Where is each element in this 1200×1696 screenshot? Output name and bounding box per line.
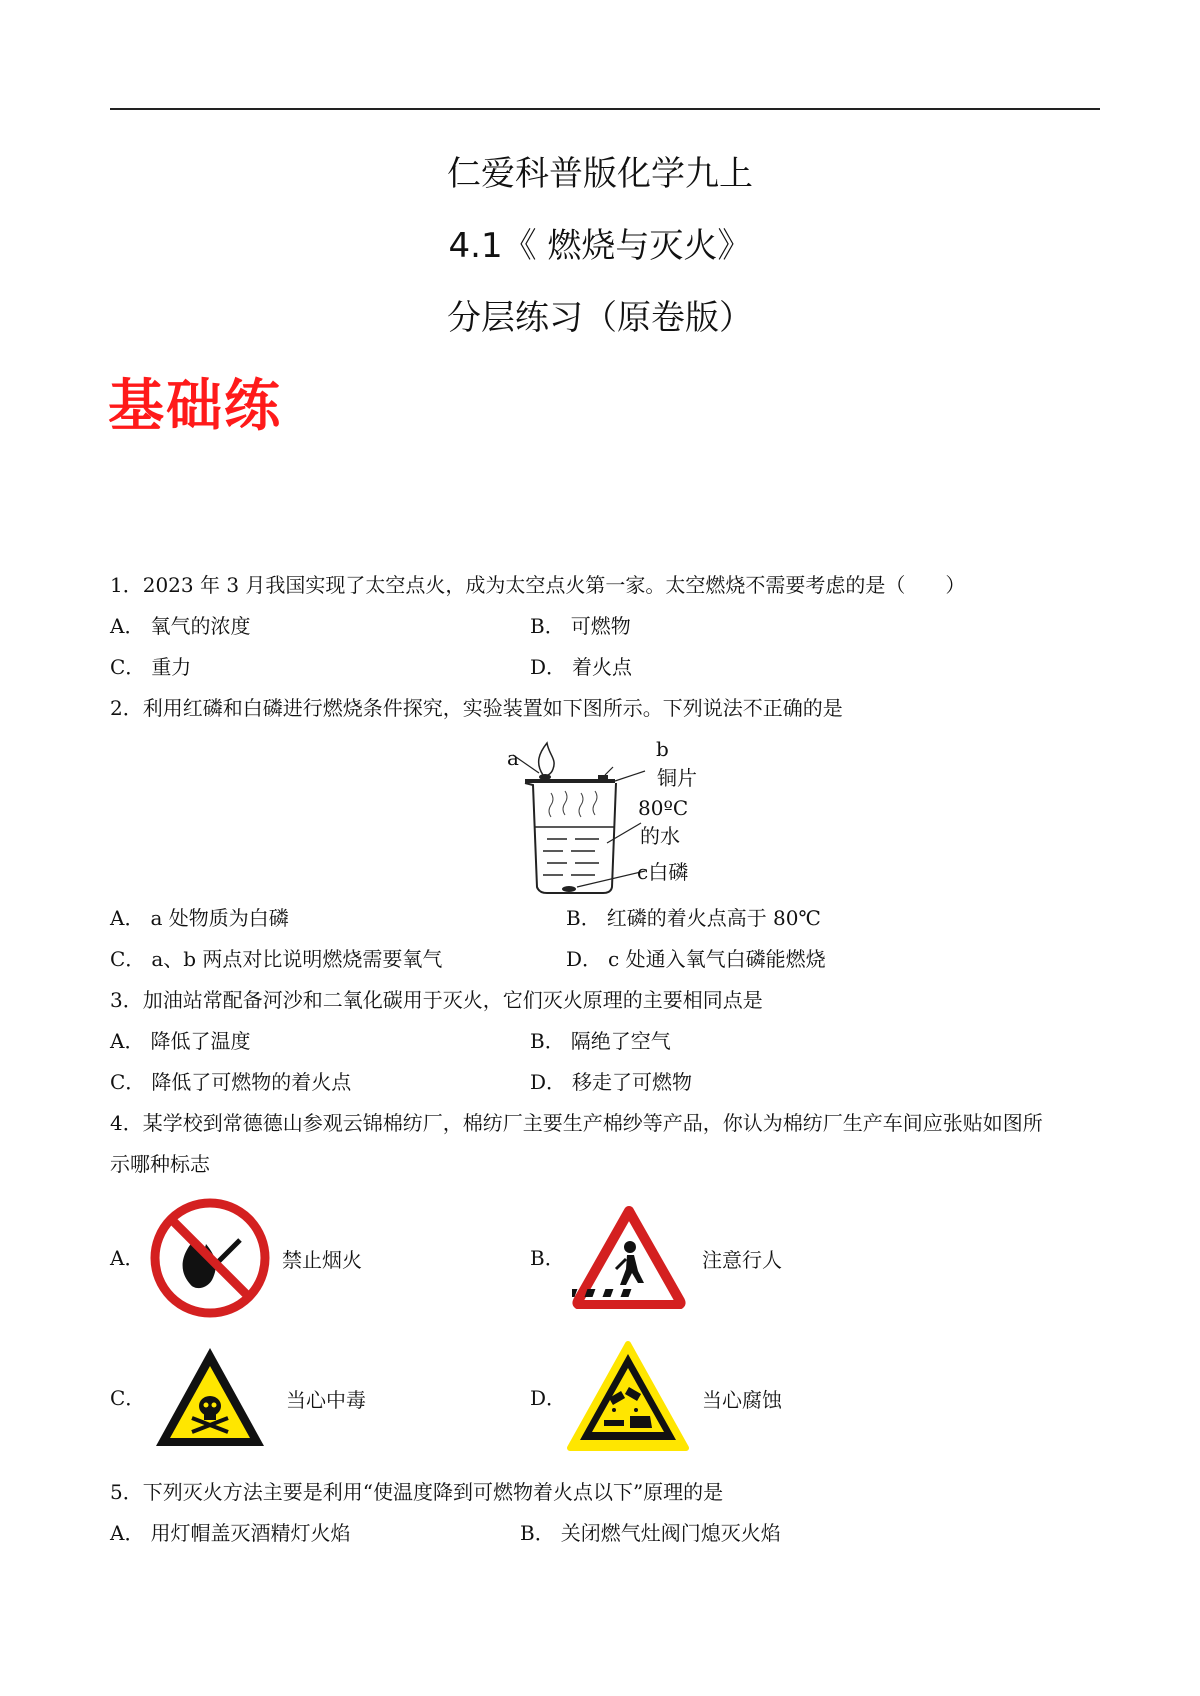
poison-warning-sign-icon xyxy=(152,1344,268,1450)
water-lines xyxy=(543,839,599,875)
combustion-experiment-diagram xyxy=(495,735,725,895)
top-rule xyxy=(110,108,1100,110)
q4-option-a[interactable]: A． xyxy=(110,1246,145,1270)
q5-option-b[interactable]: B． 关闭燃气灶阀门熄灭火焰 xyxy=(520,1521,781,1545)
white-phosphorus-c xyxy=(562,886,576,892)
q4-option-c[interactable]: C． xyxy=(110,1386,146,1410)
q5-option-a[interactable]: A． 用灯帽盖灭酒精灯火焰 xyxy=(110,1521,351,1545)
q2-option-d[interactable]: D． c 处通入氧气白磷能燃烧 xyxy=(566,947,826,971)
q4-option-d-label: 当心腐蚀 xyxy=(702,1388,782,1412)
q3-option-d[interactable]: D． 移走了可燃物 xyxy=(530,1070,693,1094)
q4-option-c-label: 当心中毒 xyxy=(286,1388,366,1412)
corrosion-warning-sign-icon xyxy=(566,1340,690,1452)
label-b: b xyxy=(656,737,669,761)
q1-option-a[interactable]: A． 氧气的浓度 xyxy=(110,614,251,638)
q4-option-a-label: 禁止烟火 xyxy=(282,1248,362,1272)
beaker xyxy=(525,783,616,893)
flame-icon xyxy=(539,743,554,776)
q4-option-b-label: 注意行人 xyxy=(702,1248,782,1272)
question-5-stem: 5．下列灭火方法主要是利用“使温度降到可燃物着火点以下”原理的是 xyxy=(110,1480,724,1504)
red-phosphorus-b xyxy=(598,775,608,780)
q3-option-a[interactable]: A． 降低了温度 xyxy=(110,1029,251,1053)
q1-option-d[interactable]: D． 着火点 xyxy=(530,655,633,679)
label-water: 的水 xyxy=(640,824,680,848)
q2-option-b[interactable]: B． 红磷的着火点高于 80℃ xyxy=(566,906,821,930)
q4-option-d[interactable]: D． xyxy=(530,1386,567,1410)
question-2-stem: 2．利用红磷和白磷进行燃烧条件探究，实验装置如下图所示。下列说法不正确的是 xyxy=(110,696,843,720)
question-4-stem-line2: 示哪种标志 xyxy=(110,1152,210,1176)
worksheet-subtitle: 分层练习（原卷版） xyxy=(447,298,753,338)
question-1-stem: 1．2023 年 3 月我国实现了太空点火，成为太空点火第一家。太空燃烧不需要考虑的是（ ） xyxy=(110,573,966,597)
label-a: a xyxy=(507,746,519,770)
label-copper: 铜片 xyxy=(657,766,697,790)
q1-option-b[interactable]: B． 可燃物 xyxy=(530,614,631,638)
q2-option-a[interactable]: A． a 处物质为白磷 xyxy=(110,906,289,930)
doc-title: 仁爱科普版化学九上 xyxy=(447,154,753,194)
label-c: c白磷 xyxy=(637,860,689,884)
label-temperature: 80ºC xyxy=(638,796,689,820)
q2-option-c[interactable]: C． a、b 两点对比说明燃烧需要氧气 xyxy=(110,947,443,971)
question-3-stem: 3．加油站常配备河沙和二氧化碳用于灭火，它们灭火原理的主要相同点是 xyxy=(110,988,763,1012)
q4-option-b[interactable]: B． xyxy=(530,1246,565,1270)
section-title: 基础练 xyxy=(108,374,282,439)
no-fire-sign-icon xyxy=(150,1198,270,1318)
pedestrian-warning-sign-icon xyxy=(572,1205,686,1309)
q3-option-c[interactable]: C． 降低了可燃物的着火点 xyxy=(110,1070,352,1094)
lesson-title: 4.1《 燃烧与灭火》 xyxy=(448,226,752,266)
q3-option-b[interactable]: B． 隔绝了空气 xyxy=(530,1029,671,1053)
q1-option-c[interactable]: C． 重力 xyxy=(110,655,192,679)
question-4-stem-line1: 4．某学校到常德德山参观云锦棉纺厂，棉纺厂主要生产棉纱等产品，你认为棉纺厂生产车间应张贴如图所 xyxy=(110,1111,1043,1135)
